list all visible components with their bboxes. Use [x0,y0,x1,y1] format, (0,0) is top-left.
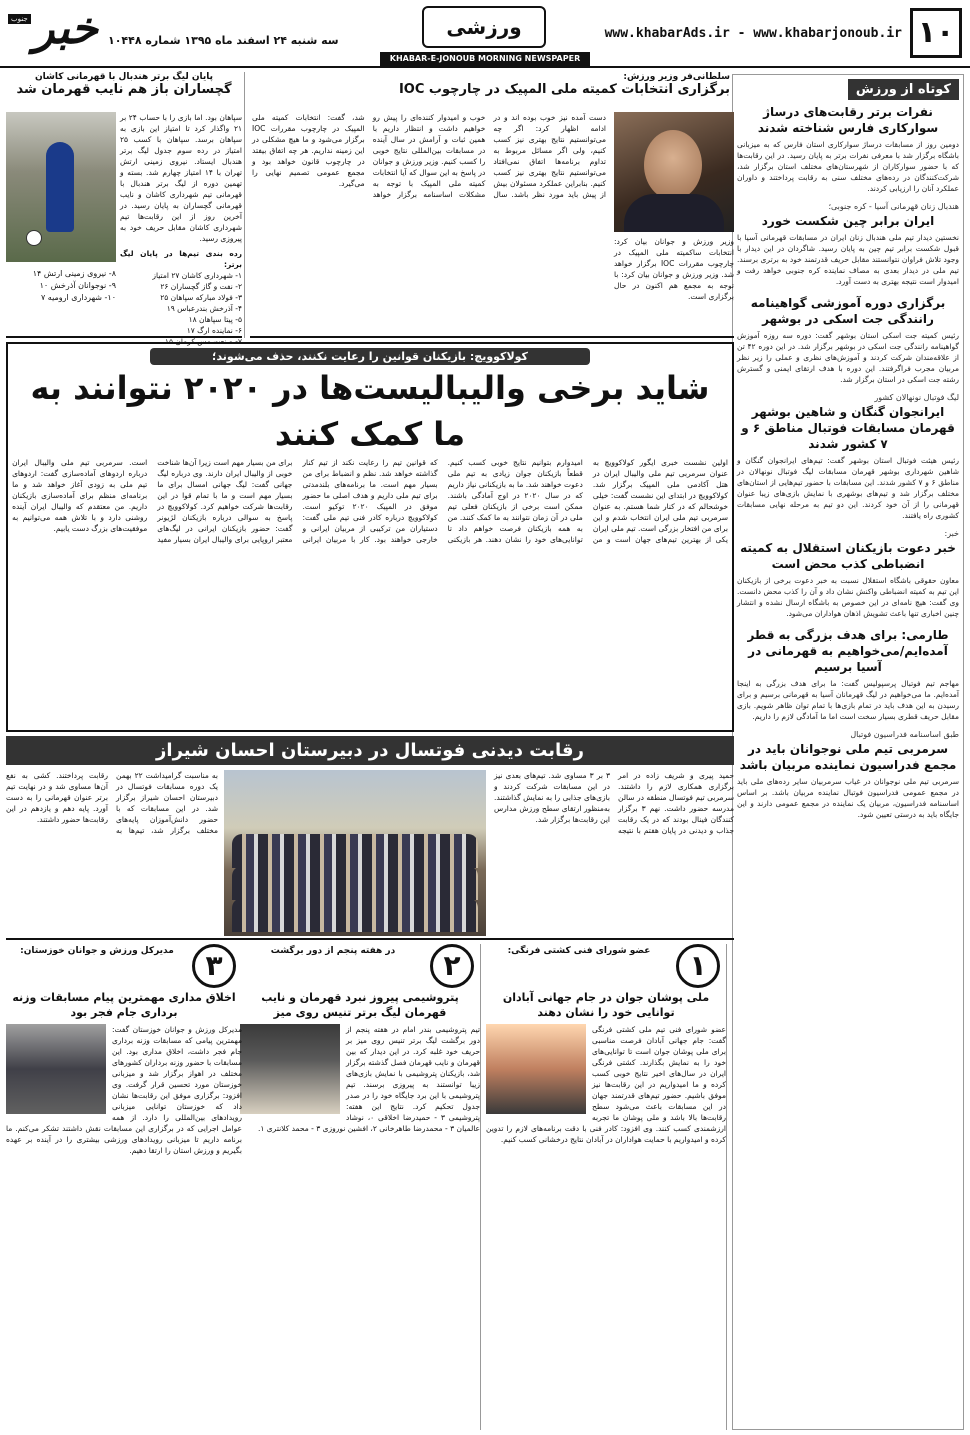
feature-headline: ملی پوشان جوان در جام جهانی آبادان توانایی خود را نشان دهند [502,991,710,1019]
brief-body: دومین روز از مسابقات درساژ سوارکاری استان فارس که به میزبانی باشگاه برگزار شد با معرفی نفرات برتر به پایان رسید. در این رقابت‌ها که با حضور سوارکاران از شهرستان‌های مختلف استان برگزار شد، شرکت‌کنندگان در رده‌های مختلف سنی به رقابت پرداختند و داوران عملکرد آنان را ارزیابی کردند. [737,140,959,193]
brief-body: سرمربی تیم ملی نوجوانان در غیاب سرمربیان سایر رده‌های ملی باید در مجمع عمومی فدراسیون فوتبال نماینده مربیان باشد. بر اساس اساسنامه فدراسیون، مربیان یک نماینده در مجمع عمومی دارند و این جایگاه باید به درستی تعیین شود. [737,777,959,819]
briefs-banner: کوتاه از ورزش [848,79,959,100]
brief-kicker: خبر: [944,529,959,538]
standings-list [120,270,242,347]
brief-title: طارمی: برای هدف بزرگی به قطر آمده‌ایم/می‌خواهیم به قهرمانی در آسیا برسیم [747,628,949,674]
section-title: ورزشی [422,6,546,48]
feature-headline: اخلاق مداری مهمترین پیام مسابقات وزنه برداری جام فجر بود [12,991,236,1019]
player-figure [46,142,74,232]
brief-item [737,627,959,722]
portrait-suit [624,194,724,232]
story-body: اولین نشست خبری ایگور کولاکوویچ به عنوان سرمربی تیم ملی والیبال ایران در هتل آکادمی ملی المپیک برگزار شد. کولاکوویچ در ابتدای این نشست گفت: خیلی خوشحالم که در کنار شما هستم. به عنوان سرمربی تیم ملی ایران انتخاب شدم و این برای من افتخار بزرگی است. تیم ملی ایران یکی از بهترین تیم‌های جهان است و من امیدوارم بتوانیم نتایج خوبی کسب کنیم. قطعاً بازیکنان جوان زیادی به تیم ملی دعوت خواهند شد. ما به بازیکنانی نیاز داریم که در سال ۲۰۲۰ در اوج آمادگی باشند. ممکن است برخی از بازیکنان فعلی تیم ملی در آن زمان نتوانند به ما کمک کنند. من به همه بازیکنان فرصت خواهم داد تا توانایی‌های خود را نشان دهند. هر بازیکنی که قوانین تیم را رعایت نکند از تیم کنار گذاشته خواهد شد. نظم و انضباط برای من بسیار مهم است. ما برنامه‌های بلندمدتی برای تیم ملی داریم و هدف اصلی ما حضور موفق در المپیک ۲۰۲۰ توکیو است. کولاکوویچ درباره کادر فنی تیم ملی گفت: دستیاران من ترکیبی از مربیان ایرانی و خارجی خواهند بود. کار با مربیان ایرانی برای من بسیار مهم است زیرا آن‌ها شناخت خوبی از والیبال ایران دارند. وی درباره لیگ جهانی گفت: لیگ جهانی امسال برای ما بسیار مهم است و ما با تمام قوا در این رقابت‌ها شرکت خواهیم کرد. کولاکوویچ در پاسخ به سوالی درباره بازیکنان لژیونر گفت: حضور بازیکنان ایرانی در لیگ‌های معتبر اروپایی برای والیبال ایران بسیار مفید است. سرمربی تیم ملی والیبال ایران درباره اردوهای آماده‌سازی گفت: اردوهای تیم ملی به زودی آغاز خواهد شد و ما برنامه‌ای منظم برای آماده‌سازی بازیکنان داریم. من معتقدم که والیبال ایران آینده روشنی دارد و با تلاش همه می‌توانیم به موفقیت‌های بزرگ دست یابیم. [12,458,728,544]
standings-row: ۱- شهرداری کاشان ۲۷ امتیاز [152,271,242,280]
page-number: ۱۰ [910,8,962,58]
feature-kicker: مدیرکل ورزش و جوانان خوزستان: [20,946,174,956]
story-body-right: حمید پیری و شریف زاده در امر برگزاری همکاری لازم را داشتند. سرمربی تیم فوتسال منطقه در سالن مدرسه حضور داشت. نهم ۳ برگزار کنندگان فینال بودند که در یک رقابت جذاب و دیدنی در پایان هفتم با نتیجه ۳ بر ۳ مساوی شد. تیم‌های بعدی نیز در این مسابقات شرکت کردند و بازی‌های جذابی را به نمایش گذاشتند. به‌منظور ارتقای سطح ورزش مدارس این رقابت‌ها برگزار شد. [494,771,734,835]
standings-row: ۳- فولاد مبارکه سپاهان ۲۵ [160,293,242,302]
brief-title: برگزاری دوره آموزشی گواهینامه رانندگی جت اسکی در بوشهر [750,296,946,326]
handball-league-story [6,72,242,346]
volleyball-story [6,342,734,732]
ioc-election-story [250,72,734,338]
feature-number: ۱ [676,944,720,988]
brief-body: نخستین دیدار تیم ملی هندبال زنان ایران در مسابقات قهرمانی آسیا با قبول شکست برابر تیم چین به پایان رسید. شاگردان در این دیدار با وجود تلاش فراوان نتوانستند مقابل حریف قدرتمند خود به برتری برسند. تیم ملی در دیدار بعدی به مصاف نماینده کره جنوبی خواهد رفت و امیدوار است نتیجه بهتری به دست آورد. [737,233,959,286]
dateline: سه شنبه ۲۴ اسفند ماه ۱۳۹۵ شماره ۱۰۴۴۸ [108,34,339,47]
story-headline: شاید برخی والیبالیست‌ها در ۲۰۲۰ نتوانند به ما کمک کنند [30,369,710,453]
story-body [120,112,242,346]
feature-number: ۲ [430,944,474,988]
brief-title: نفرات برتر رقابت‌های درساژ سوارکاری فارس شناخته شدند [757,105,939,135]
feature-kicker: در هفته پنجم از دور برگشت [270,946,396,956]
feature-body: مدیرکل ورزش و جوانان خوزستان گفت: مهمترین پیامی که مسابقات وزنه برداری جام فجر داشت، اخلاق مداری بود. این مسابقات با حضور وزنه برداران کشورهای مختلف در اهواز برگزار شد و میزبانی خوزستان مورد تحسین قرار گرفت. وی افزود: برگزاری موفق این رقابت‌ها نشان داد که خوزستان توانایی میزبانی رویدادهای بین‌المللی را دارد. از همه عوامل اجرایی که در برگزاری این مسابقات نقش داشتند تشکر می‌کنم. ما برنامه داریم تا میزبانی رویدادهای ورزشی بیشتری را در آینده بر عهده بگیریم و ورزش استان را ارتقا دهیم. [6,1025,242,1155]
brief-item [737,730,959,820]
feature-table-tennis [240,944,480,1430]
story-body: دست آمده نیز خوب بوده اند و در ادامه اظهار کرد: اگر چه می‌توانستیم نتایج بهتری نیز کسب کنیم، ولی اگر مسائل مربوط به تداوم برنامه‌ها اتفاق نمی‌افتاد می‌توانستیم نتایج بهتری نیز کسب کنیم. بنابراین عملکرد مسئولان بیش از پیش باید مورد نظر باشد. سال خوب و امیدوار کننده‌ای را پیش رو خواهیم داشت و انتظار داریم با همین ثبات و آرامش در سال آینده در مسابقات بین‌المللی نتایج خوبی را کسب کنیم. وزیر ورزش و جوانان در پاسخ به این سوال که آیا انتخابات کمیته ملی المپیک با توجه به مشکلات اساسنامه برگزار خواهد شد، گفت: انتخابات کمیته ملی المپیک در چارچوب مقررات IOC برگزار می‌شود و ما هیچ مشکلی در این زمینه نداریم. هر چه اتفاق بیفتد در چارچوب قانون خواهد بود و مجمع عمومی تصمیم نهایی را می‌گیرد. [252,113,606,199]
brief-kicker: طبق اساسنامه فدراسیون فوتبال [850,730,959,739]
brief-body: رئیس کمیته جت اسکی استان بوشهر گفت: دوره سه روزه آموزش گواهینامه رانندگی جت اسکی در بوشهر برگزار شد. در این دوره ۴۲ تن از علاقه‌مندان شرکت کردند و آموزش‌های نظری و عملی را زیر نظر مربیان مجرب فراگرفتند. این دوره با هدف ارتقای ایمنی و گسترش رشته جت اسکی در استان برگزار شد. [737,331,959,384]
feature-kicker: عضو شورای فنی کشتی فرنگی: [507,946,651,956]
table-tennis-photo [240,1024,340,1114]
team-row-back [232,834,478,868]
official-photo [6,1024,106,1114]
standings-row: ۹- نوجوانان آذرخش ۱۰ [39,281,116,290]
feature-number: ۳ [192,944,236,988]
standings-title: رده بندی تیم‌ها در پایان لیگ برتر: [120,249,242,269]
brief-item [737,529,959,619]
story-headline: گچساران باز هم نایب قهرمان شد [16,82,232,97]
brief-item [737,295,959,385]
feature-headline: پتروشیمی پیروز نبرد قهرمان و نایب قهرمان لیگ برتر تنیس روی میز [261,991,459,1019]
story-headline: رقابت دیدنی فوتسال در دبیرستان احسان شیراز [6,736,734,765]
masthead [0,0,970,68]
logo-sub: جنوب [8,14,31,24]
story-kicker: کولاکوویچ: بازیکنان قوانین را رعایت نکنند، حذف می‌شوند؛ [150,348,590,365]
column-divider [726,944,727,1430]
column-divider [480,944,481,1430]
sports-briefs-column [732,74,964,1430]
brief-title: خبر دعوت بازیکنان استقلال به کمیته انضباطی کذب محض است [740,541,956,571]
brief-item [737,202,959,287]
shiraz-futsal-story [6,736,734,940]
ball-icon [26,230,42,246]
team-photo [224,770,486,936]
logo-mark: خبر [33,3,98,54]
website-url[interactable]: www.khabarAds.ir - www.khabarjonoub.ir [604,26,902,41]
brief-body: مهاجم تیم فوتبال پرسپولیس گفت: ما برای هدف بزرگی به اینجا آمده‌ایم. ما می‌خواهیم در لیگ قهرمانان آسیا به قهرمانی برسیم و برای رسیدن به این هدف باید در تمام بازی‌ها با تمام توان ظاهر شویم. بازی مقابل حریف قطری بسیار سخت است اما ما آمادگی لازم را داریم. [737,679,959,721]
team-row-middle [232,866,478,900]
minister-photo [614,112,734,232]
brief-body: معاون حقوقی باشگاه استقلال نسبت به خبر دعوت برخی از بازیکنان این تیم به کمیته انضباطی واکنش نشان داد و آن را کذب محض دانست. وی گفت: هیچ نامه‌ای در این خصوص به باشگاه ارسال نشده و انتشار چنین اخباری تنها باعث تشویش اذهان هواداران می‌شود. [737,576,959,618]
story-kicker: سلطانی‌فر وزیر ورزش: [623,72,730,82]
brief-title: ایران برابر چین شکست خورد [761,214,935,228]
team-row-front [232,898,478,932]
newspaper-logo [6,4,98,60]
brief-kicker: هندبال زنان قهرمانی آسیا - کره جنوبی؛ [828,202,959,211]
standings-row: ۵- پیتا سپاهان ۱۸ [188,315,242,324]
standings-row: ۶- نماینده ارگ ۱۷ [186,326,242,335]
brief-kicker: لیگ فوتبال نونهالان کشور [874,393,959,402]
story-kicker: پایان لیگ برتر هندبال با قهرمانی کاشان [34,72,214,82]
handball-photo [6,112,116,262]
tagline: KHABAR-E-JONOUB MORNING NEWSPAPER [380,52,590,66]
feature-body: عضو شورای فنی تیم ملی کشتی فرنگی گفت: جام جهانی آبادان فرصت مناسبی برای ملی پوشان جوان است تا توانایی‌های خود را به نمایش بگذارند. کشتی فرنگی ایران در سال‌های اخیر نتایج خوبی کسب کرده و ما امیدواریم در این رقابت‌ها نیز موفق باشیم. حضور تیم‌های قدرتمند جهان در این مسابقات باعث می‌شود سطح رقابت‌ها بالا باشد و ملی پوشان ما تجربه ارزشمندی کسب کنند. وی افزود: کادر فنی با دقت برنامه‌های لازم را تدوین کرده و امیدواریم با حمایت هواداران در آبادان نتایج درخشانی کسب کنیم. [486,1025,726,1144]
column-divider [244,72,245,338]
brief-title: ایرانجوان گنگان و شاهین بوشهر قهرمان مسابقات فوتبال مناطق ۶ و ۷ کشور شدند [741,405,955,451]
story-body-left: به مناسبت گرامیداشت ۲۲ بهمن یک دوره مسابقات فوتسال در دبیرستان احسان شیراز برگزار شد. در این مسابقات که با حضور دانش‌آموزان پایه‌های مختلف برگزار شد، تیم‌ها به رقابت پرداختند. کشی به نفع آن‌ها مساوی شد و در نهایت تیم برتر عنوان قهرمانی را به دست آورد. پایه دهم و یازدهم در این رقابت‌ها حضور داشتند. [6,771,218,835]
feature-wrestling [486,944,726,1430]
feature-weightlifting [6,944,242,1430]
standings-row: ۷- صنعت مس کرمان ۱۵ [164,337,242,346]
wrestler-photo [486,1024,586,1114]
standings-row: ۴- آذرخش بندرعباس ۱۹ [166,304,242,313]
story-headline: برگزاری انتخابات کمیته ملی المپیک در چارچوب IOC [398,82,730,97]
brief-item [737,104,959,194]
portrait-face [644,130,702,200]
standings-row: ۱۰- شهرداری ارومیه ۷ [40,293,116,302]
story-text: سپاهان بود. اما بازی را با حساب ۲۴ بر ۲۱ واگذار کرد تا امتیاز این بازی به سپاهان برسد. سپاهان با کسب ۲۵ امتیاز در رده سوم جدول لیگ برتر هندبال ایستاد. نیروی زمینی ارتش تهران با ۱۴ امتیاز چهارم شد. بسته و تهمین دوره از لیگ برتر هندبال با قهرمانی تیم شهرداری کاشان و نایب قهرمانی گچساران به پایان رسید. در آخرین روز از این رقابت‌ها تیم شهرداری کاشان مقابل حریف خود به پیروزی رسید. [120,113,242,243]
brief-body: رئیس هیئت فوتبال استان بوشهر گفت: تیم‌های ایرانجوان گنگان و شاهین شهرداری بوشهر قهرمان مسابقات لیگ فوتبال نونهالان در مناطق ۶ و ۷ کشور شدند. این مسابقات با حضور تیم‌هایی از استان‌های مختلف برگزار شد و تیم‌های بوشهری با نمایش بازی‌های زیبا عنوان قهرمانی را از آن خود کردند. این دو تیم به مرحله نهایی مسابقات کشوری راه یافتند. [737,456,959,520]
standings-row: ۸- نیروی زمینی ارتش ۱۴ [32,269,116,278]
feature-body: تیم پتروشیمی بندر امام در هفته پنجم از دور برگشت لیگ برتر تنیس روی میز بر حریف خود غلبه کرد. در این دیدار که بین قهرمان و نایب قهرمان فصل گذشته برگزار شد، بازیکنان پتروشیمی با نمایش بازی‌های زیبا توانستند به پیروزی برسند. تیم پتروشیمی با این برد جایگاه خود را در صدر جدول تحکیم کرد. نتایج این هفته: پتروشیمی ۳ - حمیدرضا اخلاقی ۰، نوشاد عالمیان ۳ - محمدرضا طاهرخانی ۲، افشین نوروزی ۳ - محمد کلانتری ۱. [258,1025,480,1133]
story-lead: وزیر ورزش و جوانان بیان کرد: انتخابات ساکمیته ملی المپیک در چارچوب مقررات IOC برگزار خواهد شد. وزیر ورزش و جوانان بیان کرد: با توجه به مجمع هم اکنون در حال برگزاری است. [614,237,734,301]
brief-item [737,393,959,521]
standings-list-continued [6,268,116,304]
brief-title: سرمربی تیم ملی نوجوانان باید در مجمع فدراسیون نماینده مربیان باشد [739,742,957,772]
standings-row: ۲- نفت و گاز گچساران ۲۶ [160,282,242,291]
